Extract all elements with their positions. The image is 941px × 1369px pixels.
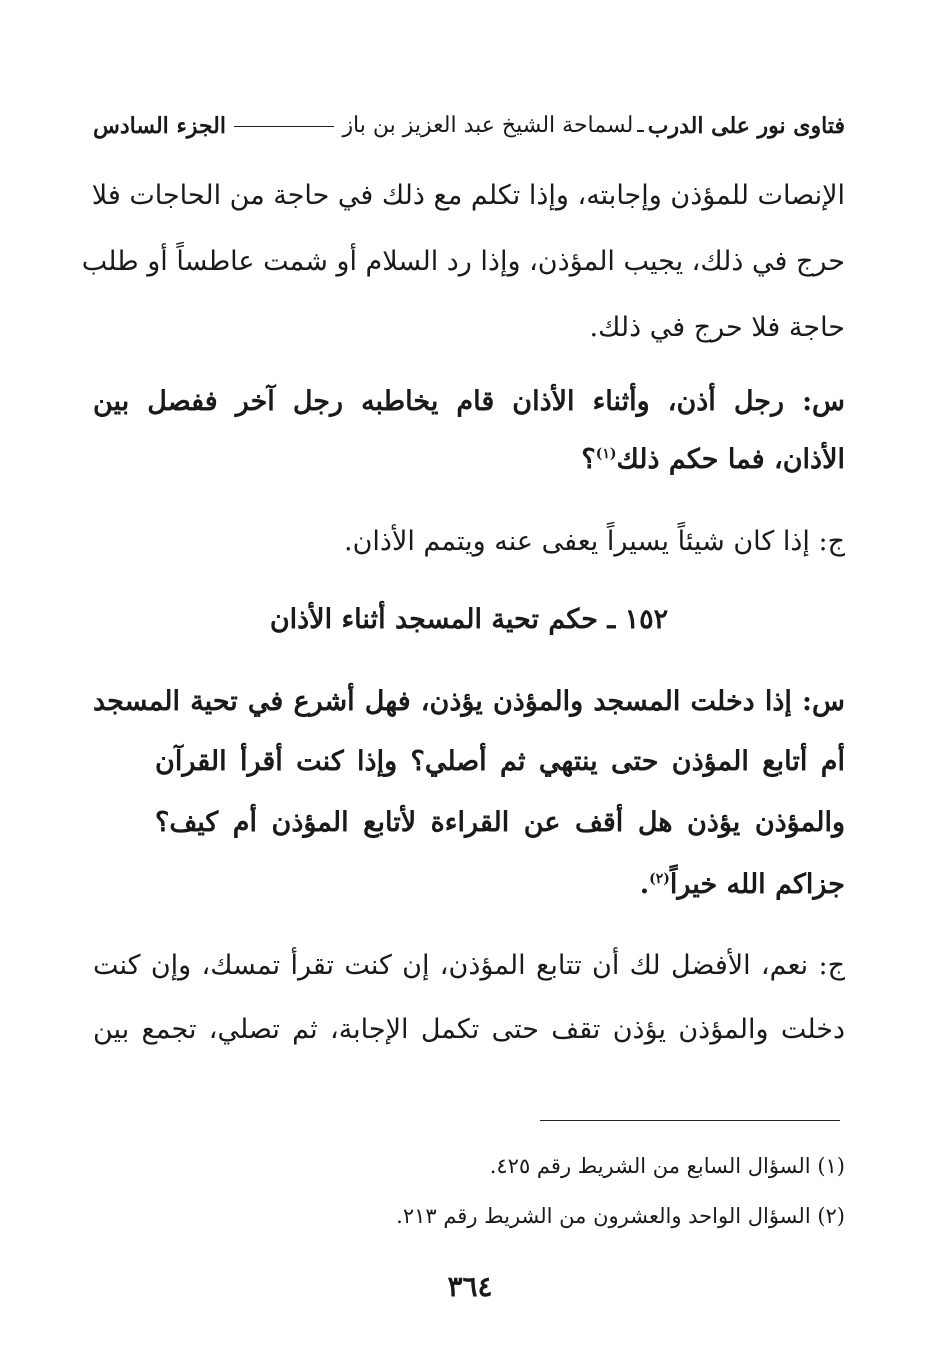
answer-text: إذا كان شيئاً يسيراً يعفى عنه ويتمم الأذان.: [344, 526, 810, 557]
body-line: حاجة فلا حرج في ذلك.: [589, 312, 845, 343]
question-end: ؟: [581, 444, 596, 475]
footnote: (٢) السؤال الواحد والعشرون من الشريط رقم ٢١٣.: [396, 1204, 845, 1228]
section-heading: ١٥٢ ـ حكم تحية المسجد أثناء الأذان: [269, 604, 669, 635]
question-text: جزاكم الله خيراً: [669, 869, 845, 900]
question-text: رجل أذن، وأثناء الأذان قام يخاطبه رجل آخر ففصل بين: [93, 386, 785, 417]
header-dash: ـ: [637, 113, 644, 138]
question-line: [93, 672, 845, 732]
footnote-marker: (٢): [649, 871, 670, 887]
question-text: الأذان، فما حكم ذلك: [616, 444, 845, 475]
question-label: س:: [802, 386, 845, 417]
body-line: حرج في ذلك، يجيب المؤذن، وإذا رد السلام أو شمت عاطساً أو طلب: [81, 246, 845, 277]
answer-line: دخلت والمؤذن يؤذن تقف حتى تكمل الإجابة، ثم تصلي، تجمع بين: [93, 1014, 845, 1045]
answer-text: نعم، الأفضل لك أن تتابع المؤذن، إن كنت تقرأ تمسك، وإن كنت: [93, 950, 809, 981]
question-line: والمؤذن يؤذن هل أقف عن القراءة لأتابع المؤذن أم كيف؟: [155, 807, 845, 838]
author-name: لسماحة الشيخ عبد العزيز بن باز: [342, 113, 634, 138]
answer-label: ج:: [818, 526, 845, 557]
answer-label: ج:: [818, 950, 845, 981]
question-line: [93, 372, 845, 432]
question-line: أم أتابع المؤذن حتى ينتهي ثم أصلي؟ وإذا كنت أقرأ القرآن: [155, 746, 845, 777]
question-line: [155, 430, 845, 490]
question-label: س:: [802, 686, 845, 717]
footnote: (١) السؤال السابع من الشريط رقم ٤٢٥.: [489, 1154, 845, 1178]
question-end: .: [639, 869, 650, 900]
answer-line: [93, 936, 845, 996]
book-title: فتاوى نور على الدرب: [647, 113, 845, 139]
page-number: ٣٦٤: [447, 1270, 493, 1303]
footnote-marker: (١): [595, 446, 617, 462]
answer-line: [93, 512, 845, 572]
volume-label: الجزء السادس: [93, 113, 226, 139]
running-header: [93, 108, 845, 144]
question-line: [155, 855, 845, 915]
body-line: الإنصات للمؤذن وإجابته، وإذا تكلم مع ذلك في حاجة من الحاجات فلا: [91, 180, 845, 211]
question-text: إذا دخلت المسجد والمؤذن يؤذن، فهل أشرع في تحية المسجد: [93, 686, 792, 717]
header-rule: [234, 126, 334, 127]
footnote-separator: [540, 1120, 840, 1121]
